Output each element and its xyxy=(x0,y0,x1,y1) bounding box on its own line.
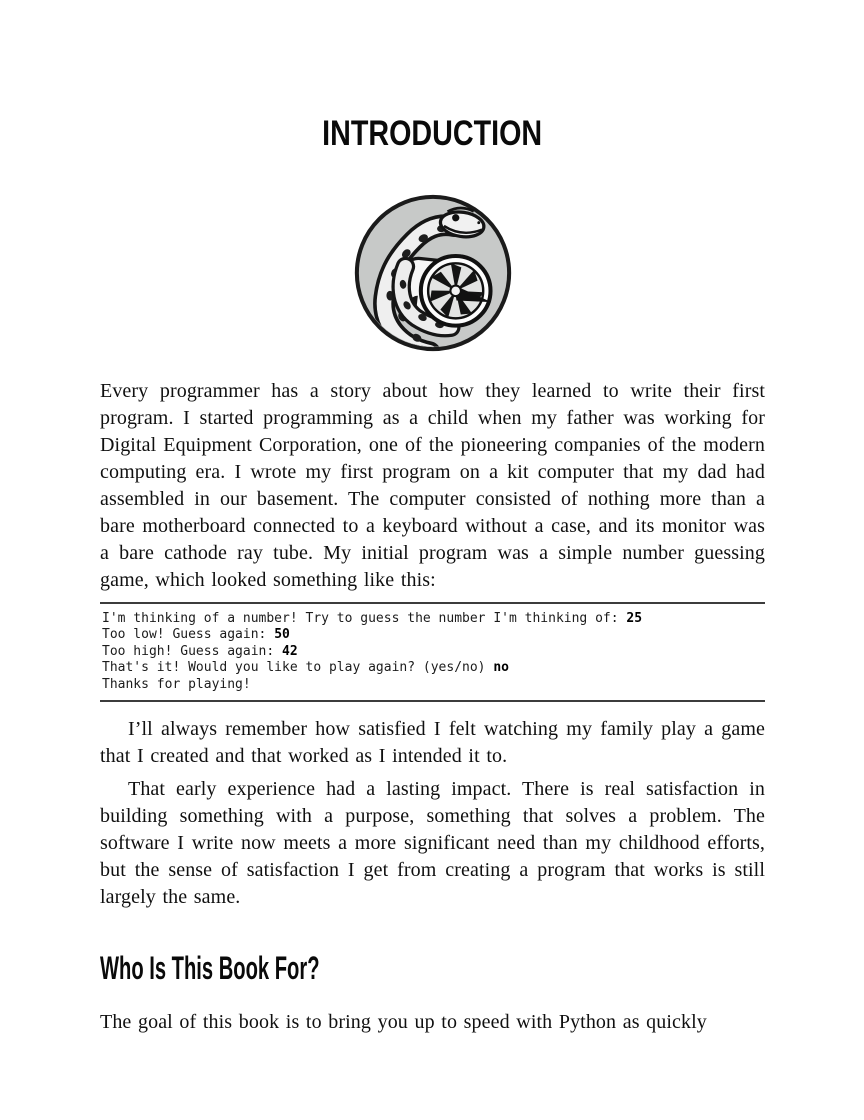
chapter-title xyxy=(100,112,765,156)
intro-paragraph-3: That early experience had a lasting impact. There is real satisfaction in building something with a purpose, something that solves a problem. The software I write now meets a more significant need than my childhood efforts, but the sense of satisfaction I get from creating a program that works is still largely the same. xyxy=(100,778,765,909)
code-output-text: That's it! Would you like to play again? (yes/no) xyxy=(102,660,494,676)
code-line xyxy=(102,660,763,676)
code-line xyxy=(102,644,763,660)
section-heading-text: Who Is This Book For? xyxy=(100,950,320,987)
code-user-input: 25 xyxy=(626,611,643,626)
code-output-text: Too low! Guess again: xyxy=(102,627,275,643)
intro-paragraph-2: I’ll always remember how satisfied I felt watching my family play a game that I created and that worked as I intended it to. xyxy=(100,718,765,768)
section-paragraph-1: The goal of this book is to bring you up to speed with Python as quickly xyxy=(100,1010,707,1033)
code-line xyxy=(102,677,763,693)
code-output-text: Thanks for playing! xyxy=(102,676,251,692)
section-heading xyxy=(100,947,765,989)
intro-body xyxy=(100,378,765,911)
jet-engine-icon xyxy=(397,256,491,329)
chapter-logo-figure xyxy=(100,192,765,354)
code-output-text: I'm thinking of a number! Try to guess the number I'm thinking of: xyxy=(102,611,627,626)
code-user-input: 50 xyxy=(274,627,290,643)
page-content xyxy=(100,112,765,1036)
python-logo-illustration xyxy=(352,192,514,354)
chapter-title-text: INTRODUCTION xyxy=(322,114,543,153)
code-output-text: Too high! Guess again: xyxy=(102,643,283,659)
code-line xyxy=(102,627,763,643)
code-output-block xyxy=(100,602,765,702)
code-user-input: 42 xyxy=(282,643,298,659)
intro-paragraph-1: Every programmer has a story about how they learned to write their first program. I started programming as a child when my father was working for Digital Equipment Corporation, one of the pioneering companies of the modern computing era. I wrote my first program on a kit computer that my dad had assembled in our basement. The computer consisted of nothing more than a bare motherboard connected to a keyboard without a case, and its monitor was a bare cathode ray tube. My initial program was a simple number guessing game, which looked something like this: xyxy=(100,380,765,591)
section-body xyxy=(100,1009,765,1036)
code-user-input: no xyxy=(493,660,509,676)
code-line xyxy=(102,611,763,627)
